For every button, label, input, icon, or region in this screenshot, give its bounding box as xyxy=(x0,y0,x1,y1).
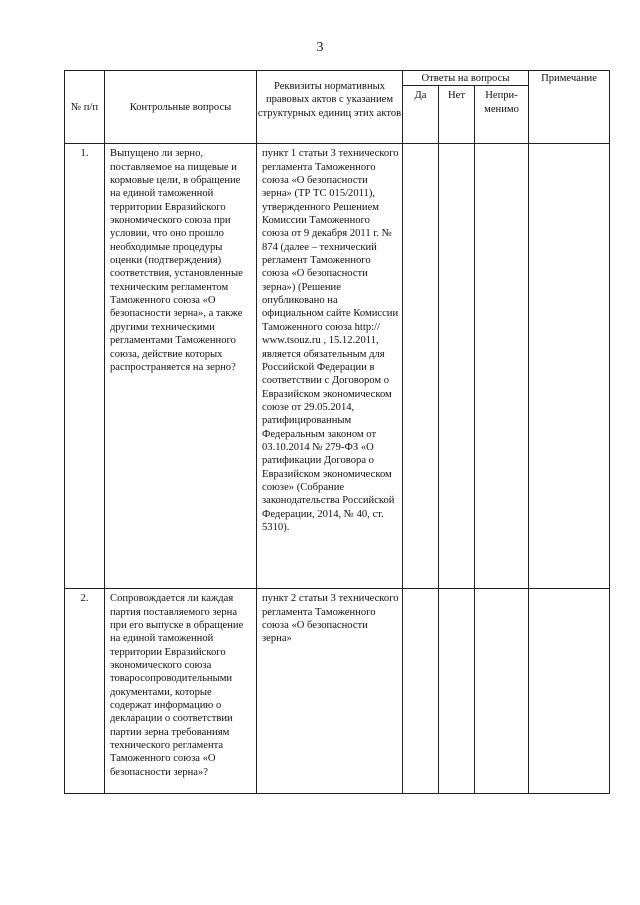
header-num: № п/п xyxy=(65,71,105,144)
row-question: Выпущено ли зерно, поставляемое на пищевые и кормовые цели, в обращение на единой таможенной территории Евразийского экономического союза при условии, что оно прошло необходимые процедуры оценки (подтверждения) соответствия, установленные техническим регламентом Таможенного союза «О безопасности зерна», а также другими техническими регламентами Таможенного союза, действие которых распространяется на зерно? xyxy=(105,144,257,589)
answer-no-cell[interactable] xyxy=(439,144,475,589)
header-note: Примечание xyxy=(529,71,610,144)
row-number: 1. xyxy=(65,144,105,589)
header-questions: Контрольные вопросы xyxy=(105,71,257,144)
header-answers-group: Ответы на вопросы xyxy=(403,71,529,86)
table-header-row xyxy=(65,71,610,86)
table-row xyxy=(65,589,610,794)
header-answer-not-applicable: Непри- менимо xyxy=(475,86,529,144)
page-number: 3 xyxy=(316,40,324,55)
row-requisites: пункт 2 статьи 3 технического регламента Таможенного союза «О безопасности зерна» xyxy=(257,589,403,794)
note-cell[interactable] xyxy=(529,589,610,794)
header-answer-no: Нет xyxy=(439,86,475,144)
checklist-table xyxy=(64,70,610,794)
answer-no-cell[interactable] xyxy=(439,589,475,794)
table-row xyxy=(65,144,610,589)
answer-not-applicable-cell[interactable] xyxy=(475,589,529,794)
row-question: Сопровождается ли каждая партия поставляемого зерна при его выпуске в обращение на единой таможенной территории Евразийского экономического союза товаросопроводительными документами, которые содержат информацию о декларации о соответствии партии зерна требованиям технического регламента Таможенного союза «О безопасности зерна»? xyxy=(105,589,257,794)
row-number: 2. xyxy=(65,589,105,794)
header-answer-yes: Да xyxy=(403,86,439,144)
answer-yes-cell[interactable] xyxy=(403,144,439,589)
answer-not-applicable-cell[interactable] xyxy=(475,144,529,589)
row-requisites: пункт 1 статьи 3 технического регламента Таможенного союза «О безопасности зерна» (ТР ТС 015/2011), утвержденного Решением Комиссии Таможенного союза от 9 декабря 2011 г. № 874 (далее – технический регламент Таможенного союза «О безопасности зерна») (Решение опубликовано на официальном сайте Комиссии Таможенного союза http:// www.tsouz.ru , 15.12.2011, является обязательным для Российской Федерации в соответствии с Договором о Евразийском экономическом союзе от 29.05.2014, ратифицированным Федеральным законом от 03.10.2014 № 279-ФЗ «О ратификации Договора о Евразийском экономическом союзе» (Собрание законодательства Российской Федерации, 2014, № 40, ст. 5310). xyxy=(257,144,403,589)
header-requisites: Реквизиты нормативных правовых актов с указанием структурных единиц этих актов xyxy=(257,71,403,144)
note-cell[interactable] xyxy=(529,144,610,589)
answer-yes-cell[interactable] xyxy=(403,589,439,794)
